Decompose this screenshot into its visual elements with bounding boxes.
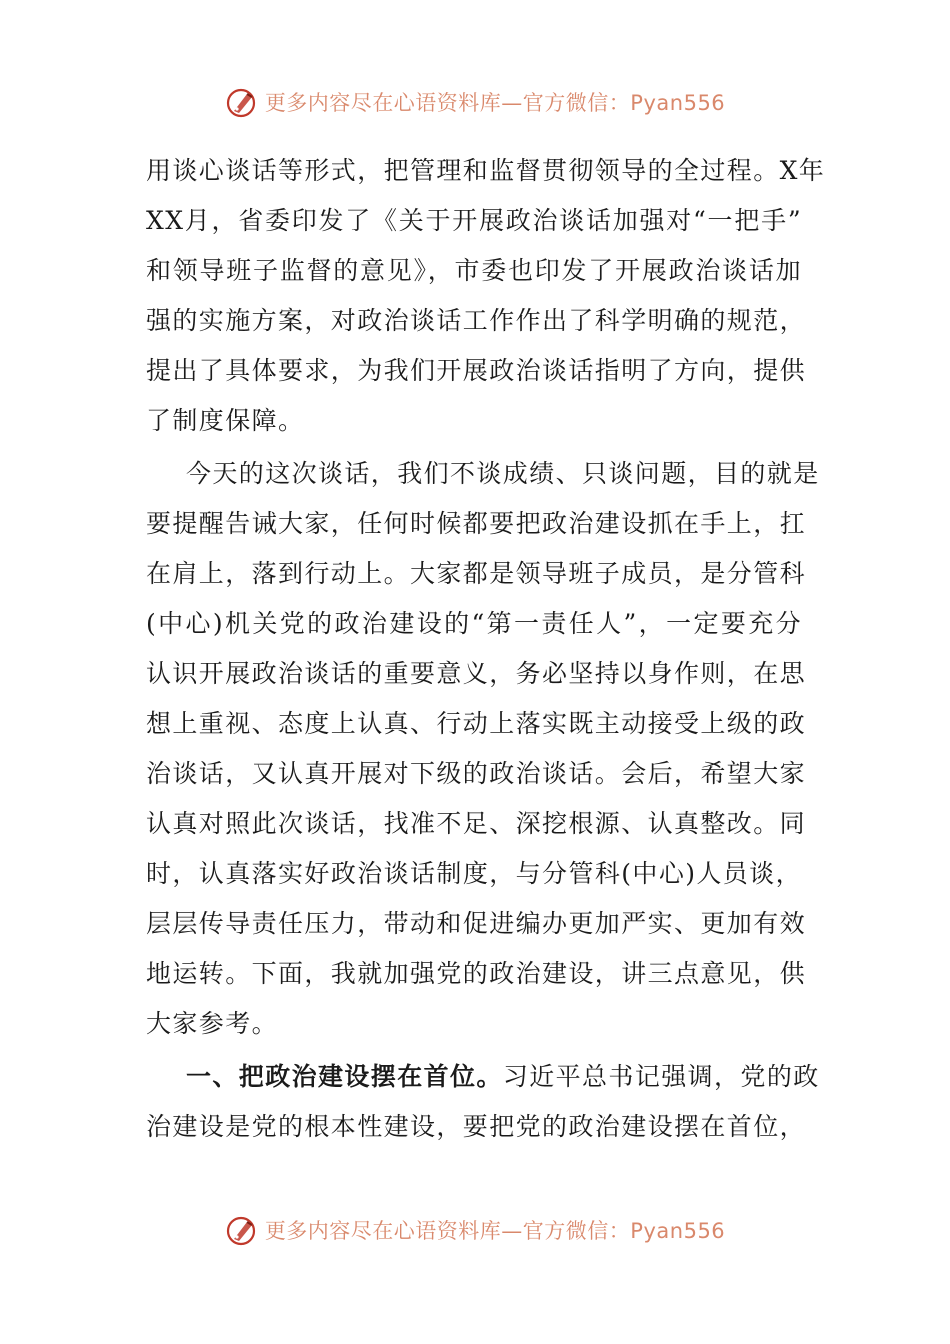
paragraph-3 xyxy=(146,1052,820,1152)
pen-nib-circle-icon xyxy=(225,85,259,119)
text-line: 治谈话，又认真开展对下级的政治谈话。会后，希望大家 xyxy=(146,759,807,788)
section-text: 习近平总书记强调，党的政 xyxy=(502,1062,820,1091)
text-line: 时，认真落实好政治谈话制度，与分管科(中心)人员谈， xyxy=(146,859,802,888)
text-line xyxy=(146,1052,820,1102)
text-line: 用谈心谈话等形式，把管理和监督贯彻领导的全过程。X年 xyxy=(146,156,826,185)
text-line: 强的实施方案，对政治谈话工作作出了科学明确的规范， xyxy=(146,306,807,335)
section-heading: 一、把政治建设摆在首位。 xyxy=(186,1062,503,1091)
text-line: 认真对照此次谈话，找准不足、深挖根源、认真整改。同 xyxy=(146,809,807,838)
text-line: 在肩上，落到行动上。大家都是领导班子成员，是分管科 xyxy=(146,559,807,588)
watermark-text: 更多内容尽在心语资料库—官方微信：Pyan556 xyxy=(264,1219,726,1243)
paragraph-1 xyxy=(146,146,826,446)
watermark-text: 更多内容尽在心语资料库—官方微信：Pyan556 xyxy=(264,91,726,115)
text-line: 治建设是党的根本性建设，要把党的政治建设摆在首位， xyxy=(146,1112,807,1141)
footer-watermark xyxy=(0,1210,950,1250)
text-line: 层层传导责任压力，带动和促进编办更加严实、更加有效 xyxy=(146,909,807,938)
text-line: (中心)机关党的政治建设的“第一责任人”，一定要充分 xyxy=(146,609,802,638)
document-body xyxy=(146,146,826,1152)
text-line: 想上重视、态度上认真、行动上落实既主动接受上级的政 xyxy=(146,709,807,738)
text-line: 认识开展政治谈话的重要意义，务必坚持以身作则，在思 xyxy=(146,659,807,688)
header-watermark xyxy=(0,82,950,122)
paragraph-2 xyxy=(146,449,820,1049)
text-line: 了制度保障。 xyxy=(146,406,305,435)
pen-nib-circle-icon xyxy=(225,1213,259,1247)
text-line: 地运转。下面，我就加强党的政治建设，讲三点意见，供 xyxy=(146,959,807,988)
text-line: 今天的这次谈话，我们不谈成绩、只谈问题，目的就是 xyxy=(186,459,820,488)
text-line: 提出了具体要求，为我们开展政治谈话指明了方向，提供 xyxy=(146,356,807,385)
text-line: 大家参考。 xyxy=(146,1009,279,1038)
text-line: 和领导班子监督的意见》，市委也印发了开展政治谈话加 xyxy=(146,256,802,285)
text-line: 要提醒告诫大家，任何时候都要把政治建设抓在手上，扛 xyxy=(146,509,807,538)
text-line: XX月，省委印发了《关于开展政治谈话加强对“一把手” xyxy=(146,206,802,235)
